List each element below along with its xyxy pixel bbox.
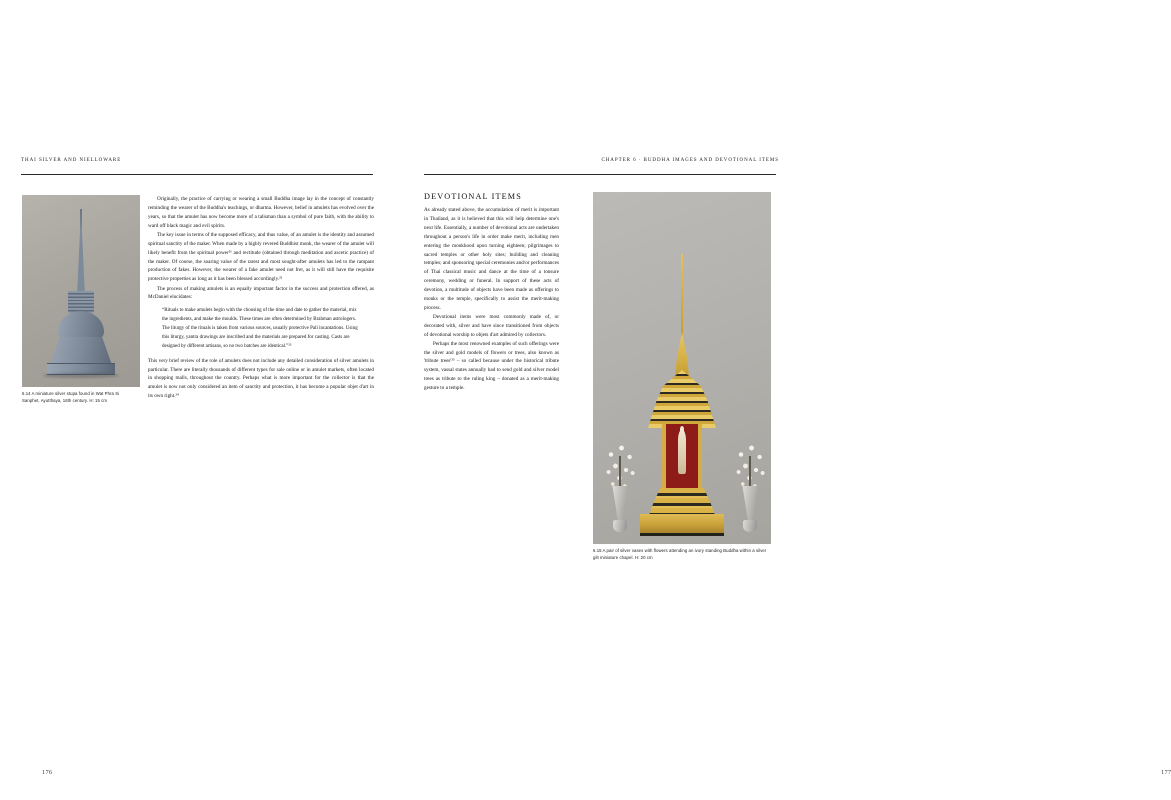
text-column-right [424, 192, 559, 393]
silver-vase-right [737, 440, 763, 536]
paragraph: Perhaps the most renowned examples of such offerings were the silver and gold models of flowers or trees, also known as 'tribute trees'²⁵ – so called because under the historical tribute system, vassal states annually had to send gold and silver model trees as tribute to the ruling king – donated as a merit-making gesture to a temple. [424, 340, 559, 392]
stupa-spire [77, 211, 85, 297]
vase-foot [613, 520, 627, 532]
vase-cup [741, 486, 759, 520]
silver-vase-left [607, 440, 633, 536]
text-column-left [148, 195, 374, 402]
chapel-roof [648, 370, 716, 428]
paragraph: The key issue in terms of the supposed efficacy, and thus value, of an amulet is the identity and assumed spiritual sanctity of the maker. When made by a highly revered Buddhist monk, the wearer of the amulet will likely benefit from the spiritual power²¹ and rectitude (obtained through meditation and ascetic practice) of the maker. Of course, the soaring value of the rarest and most sought-after amulets has led to the rampant production of fakes. However, the wearer of a fake amulet need not fret, as it will still have the requisite protective properties as long as it has been blessed accordingly.²² [148, 231, 374, 283]
figure-caption-6-15: 6.15 A pair of silver vases with flowers attending an ivory standing Buddha within a silver gilt miniature chapel. H: 20 cm [593, 548, 767, 560]
chapel-finial [681, 254, 683, 340]
figure-caption-6-14: 6.14 A miniature silver stupa found in Wat Phra Si Sanphet, Ayutthaya, 16th century. H: 15 cm [22, 391, 120, 403]
chapel-spire [675, 332, 689, 376]
stupa-shadow [43, 373, 119, 378]
flower-stems [619, 456, 620, 490]
paragraph: Devotional items were most commonly made of, or decorated with, silver and have since transitioned from objects of devotional worship to objets d'art admired by collectors. [424, 313, 559, 338]
stupa-photograph [22, 195, 140, 387]
paragraph: As already stated above, the accumulation of merit is important in Thailand, as it is believed that this will help determine one's next life. Essentially, a number of devotional acts are undertaken throughout a person's life in order make merit, including men entering the monkhood upon turning eighteen; pilgrimages to sacred temples or other holy sites; building and cleaning temples; and sponsoring special ceremonies and/or performances of Thai classical music and dance at the time of a tonsure ceremony, wedding or funeral. In support of these acts of devotion, a multitude of objects have been made as offerings to monks or the temple, specifically to assist the merit-making process. [424, 207, 559, 311]
figure-6-15 [593, 192, 771, 562]
vase-foot [743, 520, 757, 532]
chapel-photograph [593, 192, 771, 544]
header-rule-right [424, 174, 776, 175]
paragraph: Originally, the practice of carrying or wearing a small Buddha image lay in the concept of constantly reminding the wearer of the Buddha's teachings, or dharma. However, belief in amulets has evolved over the years, so that the amulet has now become more of a talisman than a symbol of pure faith, with the ability to ward off black magic and evil spirits. [148, 196, 374, 229]
ivory-buddha-head [680, 426, 685, 433]
page-right [410, 150, 1171, 776]
block-quote: “Rituals to make amulets begin with the choosing of the time and date to gather the material, mix the ingredients, and make the moulds. These times are often determined by Brahman astrologers. The liturgy of the rituals is taken from various sources, usually protective Pali incantations. Using this liturgy, yantra drawings are inscribed and the materials are prepared for casting. Casts are designed by different artisans, so no two batches are identical.”²³ [162, 308, 358, 349]
section-title: DEVOTIONAL ITEMS [424, 192, 522, 201]
stupa-rings [68, 291, 94, 313]
flower-stems [749, 456, 750, 490]
paragraph: This very brief review of the role of amulets does not include any detailed consideration of silver amulets in particular. There are literally thousands of different types for sale online or in amulet markets, often located in shopping malls, throughout the country. Perhaps what is more important for the collector is that the amulet is now not only considered an item of sanctity and protection, it has become a popular objet d'art in its own right.²⁴ [148, 357, 374, 400]
stupa-bell [58, 311, 104, 341]
ivory-buddha-figure [678, 430, 686, 474]
chapel-plinth [640, 514, 724, 536]
page-left [18, 150, 390, 776]
figure-6-14 [22, 195, 140, 405]
stupa-base-tier [50, 337, 112, 365]
page-number-left: 176 [42, 769, 53, 776]
vase-cup [611, 486, 629, 520]
header-rule-left [21, 174, 373, 175]
paragraph: The process of making amulets is an equally important factor in the success and protection offered, as McDaniel elucidates: [148, 285, 374, 301]
running-head-right: CHAPTER 6 · BUDDHA IMAGES AND DEVOTIONAL ITEMS [601, 158, 779, 163]
page-number-right: 177 [1161, 769, 1171, 776]
running-head-left: THAI SILVER AND NIELLOWARE [21, 158, 122, 163]
